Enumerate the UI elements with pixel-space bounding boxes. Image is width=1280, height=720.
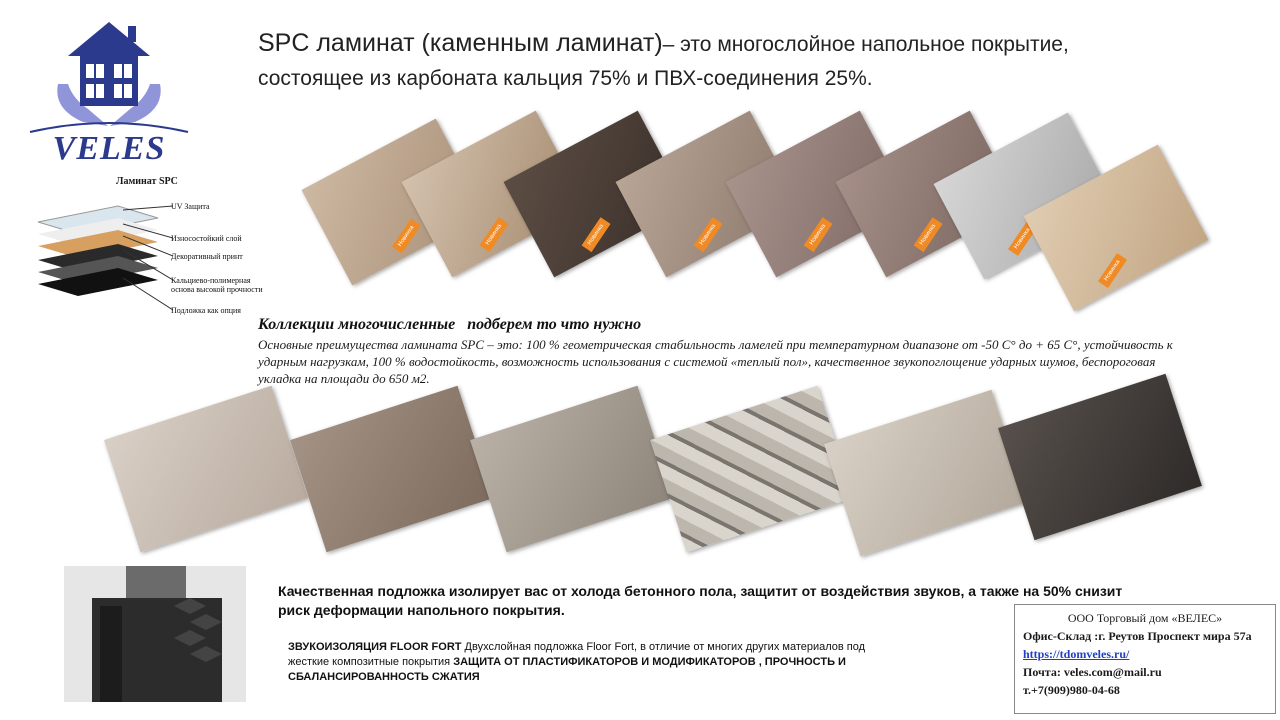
veles-logo xyxy=(28,14,190,167)
company-name: ООО Торговый дом «ВЕЛЕС» xyxy=(1067,611,1223,625)
new-badge: Новинка xyxy=(582,218,611,253)
logo-text: VELES xyxy=(52,130,166,167)
layer-label: Декоративный принт xyxy=(171,252,243,261)
layer-label: UV Защита xyxy=(171,202,210,211)
floor-fort-description xyxy=(288,640,908,685)
new-badge: Новинка xyxy=(1008,221,1037,256)
underlay-photo xyxy=(64,566,246,702)
website-link[interactable]: https://tdomveles.ru/ xyxy=(1023,647,1130,661)
collections-heading: Коллекции многочисленные подберем то что нужно xyxy=(258,316,642,333)
layer-label: Износостойкий слой xyxy=(171,234,242,243)
man-holding-underlay-image xyxy=(64,566,246,702)
layers-illustration xyxy=(28,192,173,312)
layer-label: Кальциево-полимерная основа высокой прочности xyxy=(171,276,263,294)
new-badge: Новинка xyxy=(1098,253,1127,288)
new-badge: Новинка xyxy=(804,218,833,253)
layer-label: Подложка как опция xyxy=(171,306,241,315)
new-badge: Новинка xyxy=(914,218,943,253)
stone-sample-tile xyxy=(470,386,674,553)
wood-sample-tile xyxy=(824,390,1028,557)
new-badge: Новинка xyxy=(480,218,509,253)
spc-layers-diagram xyxy=(28,172,268,322)
email-text: Почта: veles.com@mail.ru xyxy=(1023,665,1162,679)
stone-sample-tile xyxy=(290,386,494,553)
house-hands-icon xyxy=(28,14,190,134)
page-heading xyxy=(258,26,1078,96)
phone-text: т.+7(909)980-04-68 xyxy=(1023,683,1120,697)
advantages-text: Основные преимущества ламината SPC – это: 100 % геометрическая стабильность ламелей при температурном диапазоне от -50 С° до + 65 С°, устойчивость к ударным нагрузкам, 100 % водостойкость, возможность использования с системой «теплый пол», качественное звукопоглощение ударных шумов, беспороговая укладка на площади до 650 м2. xyxy=(258,337,1173,386)
floor-fort-features: ЗАЩИТА ОТ ПЛАСТИФИКАТОРОВ И МОДИФИКАТОРОВ , ПРОЧНОСТЬ И СБАЛАНСИРОВАННОСТЬ СЖАТИЯ xyxy=(288,656,846,683)
office-address: Офис-Склад :г. Реутов Проспект мира 57а xyxy=(1023,629,1252,643)
stone-sample-tile xyxy=(104,386,308,553)
floor-fort-body: Двухслойная подложка Floor Fort, в отличие от многих других материалов под жесткие композитные покрытия xyxy=(288,641,866,668)
floor-fort-title: ЗВУКОИЗОЛЯЦИЯ FLOOR FORT xyxy=(288,641,462,653)
contacts-box xyxy=(1014,604,1276,714)
new-badge: Новинка xyxy=(694,218,723,253)
layers-title: Ламинат SPC xyxy=(116,176,178,187)
new-badge: Новинка xyxy=(392,219,421,254)
pattern-sample-tile xyxy=(650,386,854,553)
wood-sample-tile xyxy=(998,374,1202,541)
heading-lead: SPC ламинат (каменным ламинат) xyxy=(258,29,663,57)
heading-rest: – это многослойное напольное покрытие, состоящее из карбоната кальция 75% и ПВХ-соединения 25%. xyxy=(258,33,1069,90)
underlay-statement: Качественная подложка изолирует вас от холода бетонного пола, защитит от воздействия звуков, а также на 50% снизит риск деформации напольного покрытия. xyxy=(278,583,1123,618)
